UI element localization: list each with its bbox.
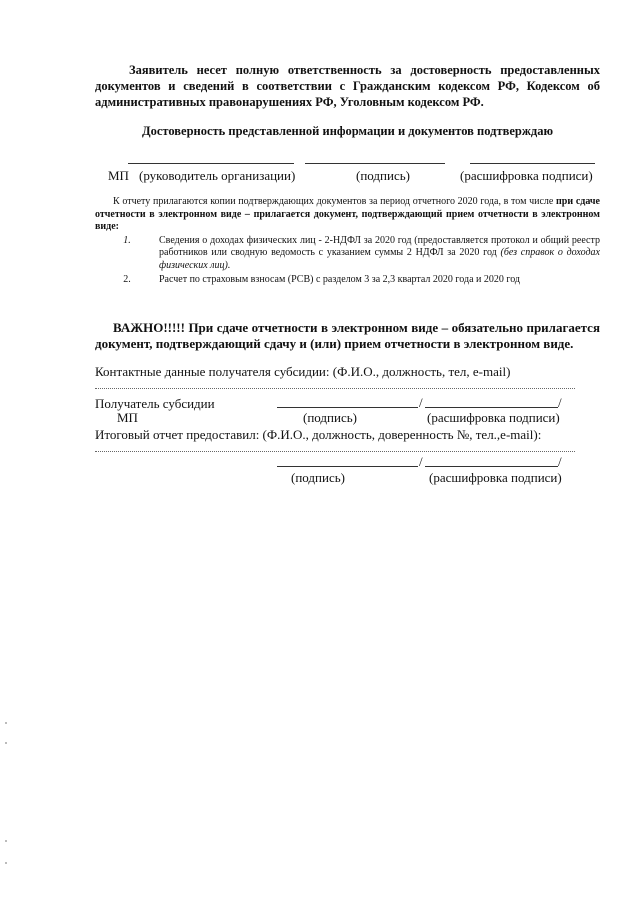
end-slash: / (558, 395, 562, 410)
list-item-body: Сведения о доходах физических лиц - 2-НДФЛ за 2020 год (предоставляется протокол и общий реестр работников или сводную ведомость с указанием суммы 2 НДФЛ за 2020 год (159, 234, 600, 258)
end-slash: / (558, 454, 562, 469)
attachments-intro-bold: при сдаче отчетности в электронном виде – прилагается документ, подтверждающий прием отчетности в электронном виде: (95, 196, 600, 232)
scan-speck (5, 742, 7, 744)
list-item (95, 274, 600, 287)
recipient-decoding-caption: (расшифровка подписи) (427, 410, 560, 425)
separator-slash: / (419, 395, 423, 410)
list-item-number: 2. (123, 274, 131, 285)
list-item (95, 235, 600, 273)
decoding-line (470, 163, 595, 164)
important-notice: ВАЖНО!!!!! При сдаче отчетности в электронном виде – обязательно прилагается документ, подтверждающий сдачу и (или) прием отчетности в электронном виде. (95, 320, 600, 351)
final-signature-line (277, 466, 418, 467)
contacts-label: Контактные данные получателя субсидии: (Ф.И.О., должность, тел, e-mail) (95, 364, 511, 379)
list-item-body: Расчет по страховым взносам (РСВ) с разделом 3 за 2,3 квартал 2020 года и 2020 год (159, 274, 521, 285)
final-report-label: Итоговый отчет предоставил: (Ф.И.О., должность, доверенность №, тел.,e-mail): (95, 427, 542, 442)
list-item-text (159, 274, 600, 287)
recipient-signature-caption: (подпись) (303, 410, 357, 425)
final-report-fill-line (95, 451, 575, 452)
attachments-intro (95, 196, 600, 234)
separator-slash: / (419, 454, 423, 469)
attachments-list (95, 235, 600, 287)
confirmation-heading: Достоверность представленной информации и документов подтверждаю (141, 124, 554, 138)
final-decoding-caption: (расшифровка подписи) (429, 470, 562, 485)
decoding-caption: (расшифровка подписи) (460, 168, 593, 183)
recipient-signature-line (277, 407, 418, 408)
scan-speck (5, 862, 7, 864)
contacts-fill-line (95, 388, 575, 389)
final-signature-caption: (подпись) (291, 470, 345, 485)
final-decoding-line (425, 466, 558, 467)
recipient-stamp-label: МП (117, 410, 138, 425)
signature-line (305, 163, 445, 164)
scan-speck (5, 840, 7, 842)
signature-caption: (подпись) (356, 168, 410, 183)
liability-statement: Заявитель несет полную ответственность за достоверность предоставленных документов и сведений в соответствии с Гражданским кодексом РФ, Кодексом об административных правонарушениях РФ, Уголовным кодексом РФ. (95, 63, 600, 109)
list-item-note: (без справок о доходах физических лиц). (159, 247, 600, 271)
scan-speck (5, 722, 7, 724)
head-signature-line (128, 163, 294, 164)
head-caption: (руководитель организации) (139, 168, 296, 183)
list-item-text (159, 235, 600, 273)
attachments-section (95, 196, 600, 287)
recipient-label: Получатель субсидии (95, 396, 215, 411)
attachments-intro-text: К отчету прилагаются копии подтверждающих документов за период отчетного 2020 года, в том числе (113, 196, 557, 207)
list-item-number: 1. (123, 234, 131, 246)
stamp-label: МП (108, 168, 129, 183)
recipient-decoding-line (425, 407, 558, 408)
